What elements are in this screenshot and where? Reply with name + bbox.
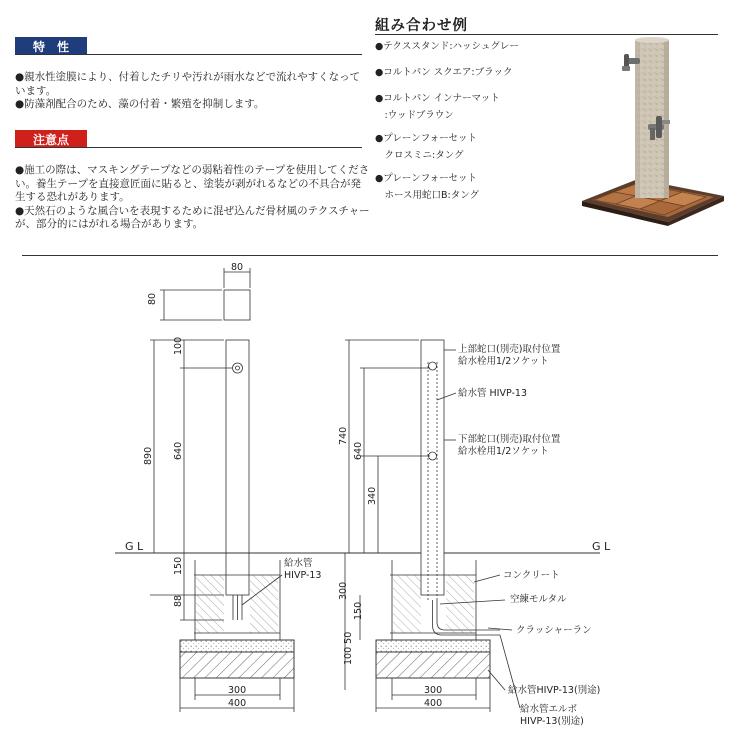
feature-line: ●防藻剤配合のため、藻の付着・繁殖を抑制します。 xyxy=(15,98,265,110)
label-supply-pipe-left-spec: HIVP-13 xyxy=(284,570,322,581)
features-text xyxy=(15,71,370,112)
dim-100-50: 100 50 xyxy=(343,631,354,665)
dim-300-left: 300 xyxy=(228,685,247,696)
installation-drawing xyxy=(0,258,740,740)
combination-item: ●コルトパン インナーマット :ウッドブラウン xyxy=(375,93,500,121)
section-divider xyxy=(22,255,718,256)
combination-rule xyxy=(375,34,718,35)
dim-top-depth: 80 xyxy=(147,292,158,305)
label-mortar: 空練モルタル xyxy=(510,594,567,605)
label-supply-pipe: 給水管 HIVP-13 xyxy=(458,388,528,399)
cautions-rule xyxy=(15,147,362,148)
dim-640: 640 xyxy=(173,441,184,460)
feature-line: ●親水性塗膜により、付着したチリや汚れが雨水などで流れやすくなっています。 xyxy=(15,71,361,97)
dim-890: 890 xyxy=(143,446,154,465)
dim-300-right-w: 300 xyxy=(424,685,443,696)
gl-left-label: G L xyxy=(125,540,144,553)
dim-150-right: 150 xyxy=(353,601,364,620)
dim-340: 340 xyxy=(367,486,378,505)
dim-150: 150 xyxy=(173,556,184,575)
label-lower-tap: 下部蛇口(別売)取付位置 xyxy=(458,434,561,445)
caution-line: ●施工の際は、マスキングテープなどの弱粘着性のテープを使用してください。養生テープを直接意匠面に貼ると、塗装が剥がれるなどの不具合が発生する恐れがあります。 xyxy=(15,164,370,203)
post-front-view xyxy=(226,340,249,595)
label-upper-socket: 給水栓用1/2ソケット xyxy=(458,356,549,367)
caution-line: ●天然石のような風合いを表現するために混ぜ込んだ骨材風のテクスチャーが、部分的にはがれる場合があります。 xyxy=(15,204,370,230)
label-concrete: コンクリート xyxy=(503,570,560,581)
label-elbow-spec: HIVP-13(別途) xyxy=(520,716,584,727)
combination-item: ●プレーンフォーセット クロスミニ:タング xyxy=(375,133,478,161)
label-supply-pipe-left: 給水管 xyxy=(284,558,313,569)
features-rule xyxy=(15,54,362,55)
label-crusher-run: クラッシャーラン xyxy=(516,625,592,636)
dim-300-right: 300 xyxy=(338,581,349,600)
dim-740: 740 xyxy=(338,426,349,445)
dim-400-right-w: 400 xyxy=(424,698,443,709)
label-lower-socket: 給水栓用1/2ソケット xyxy=(458,446,549,457)
label-upper-tap: 上部蛇口(別売)取付位置 xyxy=(458,344,561,355)
dim-top-width: 80 xyxy=(231,262,244,273)
features-heading: 特 性 xyxy=(15,37,87,55)
cautions-text xyxy=(15,164,370,232)
post-section-view xyxy=(421,340,444,595)
post-top-view xyxy=(224,290,250,320)
combination-title: 組み合わせ例 xyxy=(375,18,468,34)
dim-640-right: 640 xyxy=(353,441,364,460)
gl-right-label: G L xyxy=(592,540,611,553)
combination-list xyxy=(375,40,575,212)
dim-400-left: 400 xyxy=(228,698,247,709)
product-photo xyxy=(578,36,728,226)
dim-88: 88 xyxy=(173,594,184,607)
combination-item: ●テクススタンド:ハッシュグレー xyxy=(375,41,519,52)
label-elbow: 給水管エルボ xyxy=(520,704,578,715)
cautions-heading: 注意点 xyxy=(15,130,87,148)
combination-item: ●コルトパン スクエア:ブラック xyxy=(375,67,513,78)
combination-item: ●プレーンフォーセット ホース用蛇口B:タング xyxy=(375,173,480,201)
label-pipe-other: 給水管HIVP-13(別途) xyxy=(508,685,601,696)
dim-100: 100 xyxy=(173,336,184,355)
